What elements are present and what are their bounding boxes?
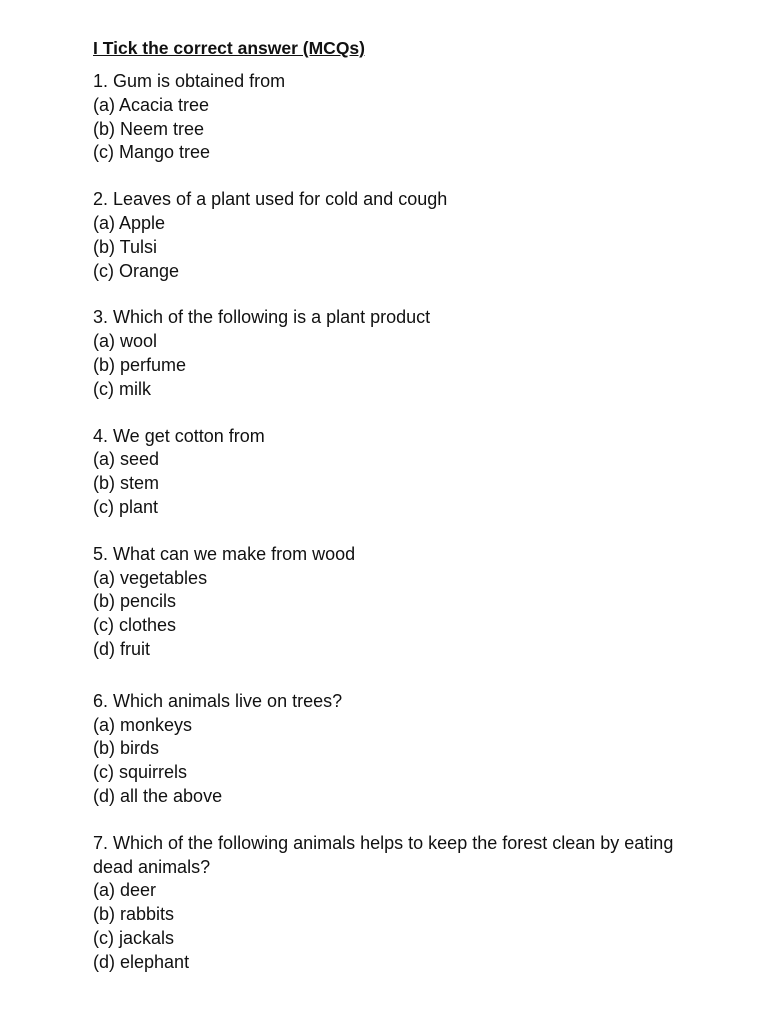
option-c: (c) clothes [93,615,177,636]
option-c: (c) jackals [93,927,175,948]
option-a: (a) monkeys [93,714,193,735]
option-b: (b) Neem tree [93,118,205,139]
question-text: 1. Gum is obtained from [93,71,286,91]
question-text: 2. Leaves of a plant used for cold and cough [93,189,448,210]
option-c: (c) plant [93,496,159,517]
question-text: 6. Which animals live on trees? [93,690,343,711]
option-b: (b) pencils [93,591,177,612]
question-1 [93,70,713,165]
question-text: 7. Which of the following animals helps to keep the forest clean by eating dead animals? [93,832,679,877]
option-d: (d) fruit [93,638,151,659]
question-2 [93,188,713,283]
option-a: (a) Acacia tree [93,94,210,115]
option-d: (d) all the above [93,785,223,806]
option-b: (b) rabbits [93,904,175,925]
option-b: (b) birds [93,738,160,759]
question-text: 3. Which of the following is a plant product [93,307,431,328]
option-a: (a) seed [93,449,160,470]
question-text: 4. We get cotton from [93,425,265,446]
option-c: (c) squirrels [93,762,188,783]
option-d: (d) elephant [93,951,190,972]
worksheet [93,36,713,975]
question-text: 5. What can we make from wood [93,543,356,564]
option-a: (a) deer [93,880,157,901]
question-5 [93,543,713,662]
question-6 [93,690,713,809]
option-a: (a) wool [93,331,158,352]
option-c: (c) Orange [93,260,180,281]
option-b: (b) perfume [93,354,187,375]
option-a: (a) vegetables [93,567,208,588]
option-c: (c) milk [93,378,151,399]
section-heading: I Tick the correct answer (MCQs) [93,38,365,58]
option-c: (c) Mango tree [93,142,211,163]
option-a: (a) Apple [93,212,166,233]
question-7 [93,832,713,975]
question-4 [93,425,713,520]
option-b: (b) Tulsi [93,236,158,257]
question-3 [93,306,713,401]
option-b: (b) stem [93,473,160,494]
